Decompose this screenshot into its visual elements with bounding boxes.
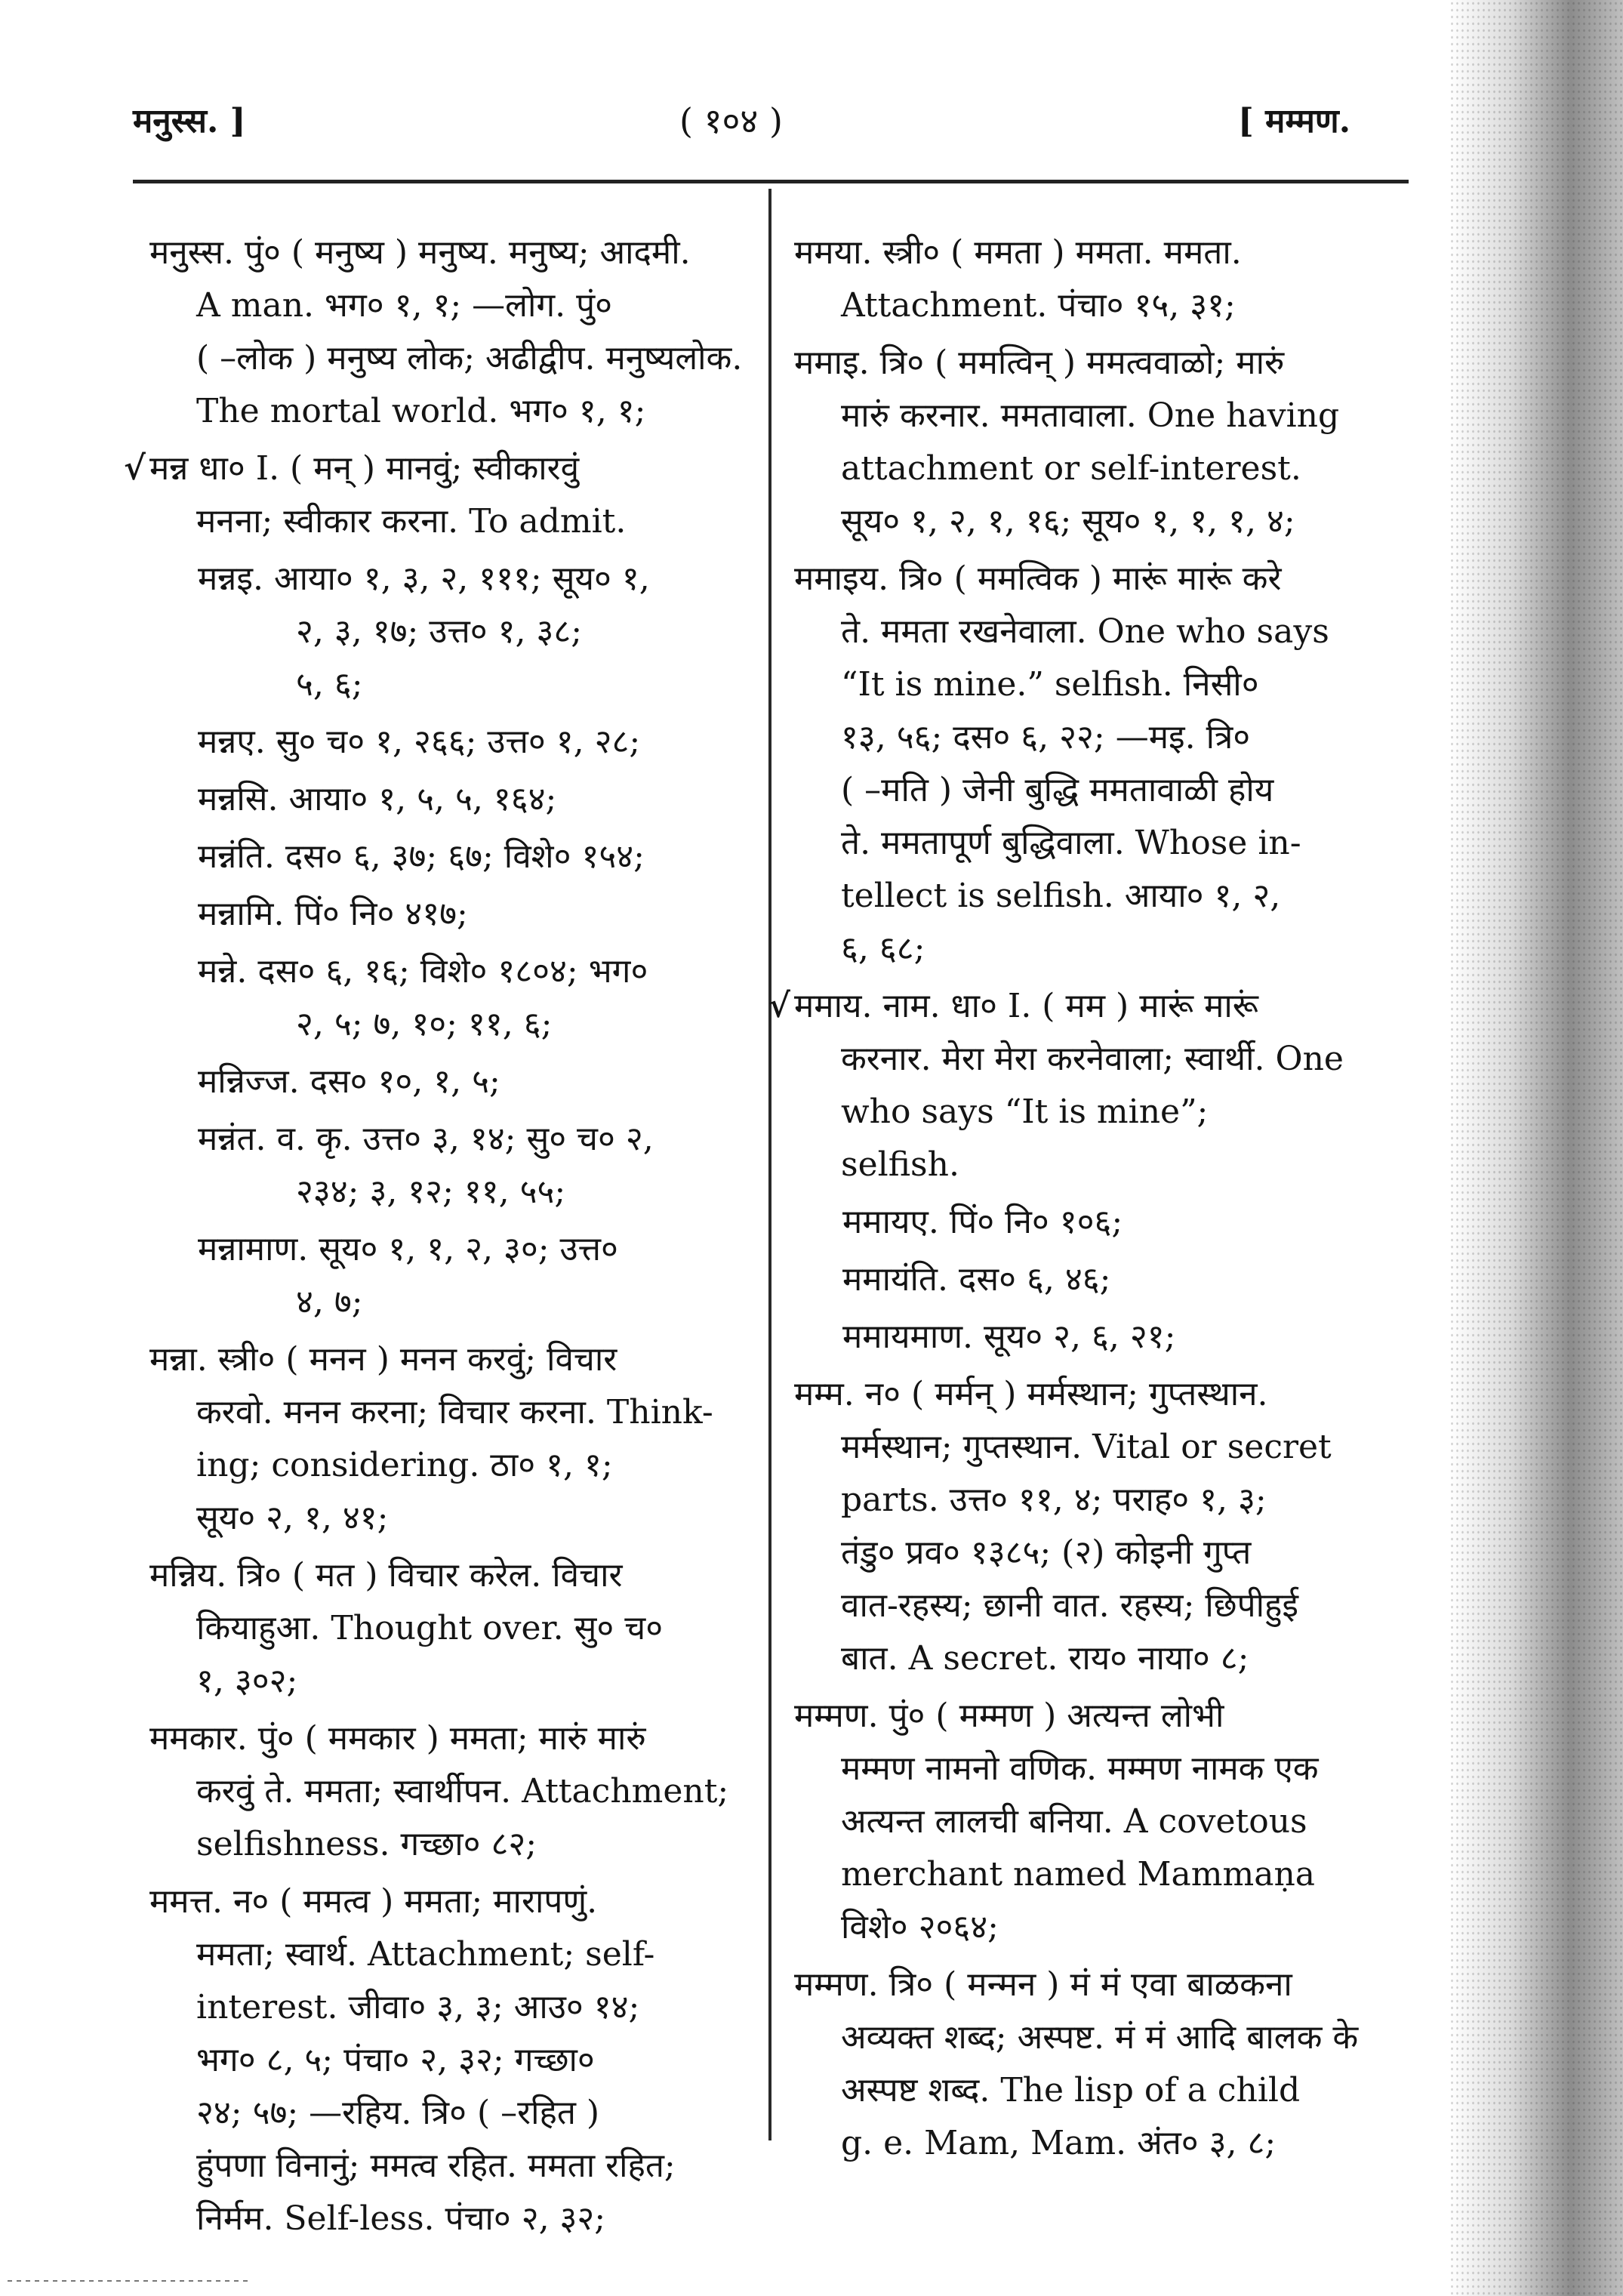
entry-headline: मम्मण. पुं० ( मम्मण ) अत्यन्त लोभी <box>794 1697 1224 1735</box>
entry-line: attachment or self-interest. <box>841 449 1301 488</box>
entry-line: तंडु० प्रव० १३८५; (२) कोइनी गुप्त <box>841 1533 1252 1572</box>
dictionary-entry <box>794 1959 1413 2170</box>
entry-line: ते. ममतापूर्ण बुद्धिवाला. Whose in- <box>841 824 1301 862</box>
page-number: ( १०४ ) <box>679 100 783 141</box>
root-check-mark: √ <box>124 449 146 488</box>
entry-line: विशे० २०६४; <box>841 1908 999 1946</box>
entry-headline: मन्नामि. पिं० नि० ४१७; <box>198 895 468 933</box>
entry-line: २, ३, १७; उत्त० १, ३८; <box>296 612 583 651</box>
dictionary-entry <box>149 888 768 941</box>
entry-headline: ममाइय. त्रि० ( ममत्विक ) मारूं मारूं करे <box>794 559 1282 598</box>
entry-line: करवो. मनन करना; विचार करना. Think- <box>196 1393 713 1432</box>
entry-line: “It is mine.” selfish. निसी० <box>841 665 1259 704</box>
dictionary-entry <box>149 1712 768 1871</box>
entry-line: अव्यक्त शब्द; अस्पष्ट. मं मं आदि बालक के <box>841 2018 1359 2057</box>
entry-line: १३, ५६; दस० ६, २२; —मइ. त्रि० <box>841 718 1251 757</box>
dictionary-entry <box>149 716 768 769</box>
dictionary-entry <box>768 980 1413 1191</box>
left-column <box>124 227 768 2250</box>
entry-line: ६, ६८; <box>841 929 925 968</box>
entry-line: भग० ८, ५; पंचा० २, ३२; गच्छा० <box>196 2041 595 2079</box>
entry-headline: मन्निज्ज. दस० १०, १, ५; <box>198 1062 500 1101</box>
column-divider <box>768 189 771 2140</box>
entry-line: कियाहुआ. Thought over. सु० च० <box>196 1609 664 1647</box>
dictionary-entry <box>149 1056 768 1108</box>
entry-headline: ममायमाण. सूय० २, ६, २१; <box>842 1318 1176 1356</box>
entry-line: हुंपणा विनानुं; ममत्व रहित. ममता रहित; <box>196 2147 676 2185</box>
entry-line: वात-रहस्य; छानी वात. रहस्य; छिपीहुई <box>841 1586 1298 1625</box>
entry-line: २, ५; ७, १०; ११, ६; <box>296 1005 553 1043</box>
dictionary-entry <box>149 227 768 438</box>
entry-line: ममता; स्वार्थ. Attachment; self- <box>196 1935 655 1974</box>
entry-line: करवुं ते. ममता; स्वार्थीपन. Attachment; <box>196 1772 729 1811</box>
dictionary-entry <box>794 1253 1413 1306</box>
dictionary-entry <box>794 1311 1413 1364</box>
entry-headline: मन्ने. दस० ६, १६; विशे० १८०४; भग० <box>198 952 648 991</box>
dictionary-entry <box>149 945 768 1051</box>
entry-headline: मन्निय. त्रि० ( मत ) विचार करेल. विचार <box>149 1556 623 1595</box>
dictionary-entry <box>149 1223 768 1329</box>
entry-line: ते. ममता रखनेवाला. One who says <box>841 612 1329 651</box>
entry-line: मारुं करनार. ममतावाला. One having <box>841 396 1340 435</box>
dictionary-entry <box>149 1333 768 1545</box>
dictionary-entry <box>149 773 768 826</box>
entry-line: tellect is selfish. आया० १, २, <box>841 877 1281 915</box>
entry-headline: मन्नामाण. सूय० १, १, २, ३०; उत्त० <box>198 1230 618 1268</box>
entry-line: who says “It is mine”; <box>841 1093 1209 1131</box>
entry-line: सूय० २, १, ४१; <box>196 1499 389 1537</box>
dictionary-entry <box>794 337 1413 548</box>
dictionary-entry <box>149 553 768 711</box>
header-rule <box>133 180 1409 183</box>
entry-line: १, ३०२; <box>196 1662 298 1700</box>
entry-headline: मम्मण. त्रि० ( मन्मन ) मं मं एवा बाळकना <box>794 1965 1292 2004</box>
entry-headline: मन्नइ. आया० १, ३, २, १११; सूय० १, <box>198 559 650 598</box>
root-check-mark: √ <box>768 987 790 1025</box>
entry-line: ing; considering. ठा० १, १; <box>196 1446 613 1484</box>
entry-headline: मन्नए. सु० च० १, २६६; उत्त० १, २८; <box>198 723 641 761</box>
entry-line: ( –लोक ) मनुष्य लोक; अढीद्वीप. मनुष्यलोक. <box>196 339 743 378</box>
scan-edge-speckle <box>1449 0 1623 2296</box>
entry-line: सूय० १, २, १, १६; सूय० १, १, १, ४; <box>841 502 1295 541</box>
entry-headline: मन्ना. स्त्री० ( मनन ) मनन करवुं; विचार <box>149 1340 617 1379</box>
entry-headline: ममकार. पुं० ( ममकार ) ममता; मारुं मारुं <box>149 1719 646 1758</box>
header-right-guideword: [ मम्मण. <box>1238 102 1351 140</box>
dictionary-entry <box>149 1549 768 1708</box>
entry-headline: ममाय. नाम. धा० I. ( मम ) मारूं मारूं <box>794 987 1258 1025</box>
entry-headline: मन्नंत. व. कृ. उत्त० ३, १४; सु० च० २, <box>198 1120 654 1158</box>
entry-line: g. e. Mam, Mam. अंत० ३, ८; <box>841 2124 1277 2162</box>
entry-headline: ममायए. पिं० नि० १०६; <box>842 1203 1123 1241</box>
bottom-dotted-line <box>8 2280 249 2282</box>
entry-line: २४; ५७; —रहिय. त्रि० ( –रहित ) <box>196 2094 600 2132</box>
entry-line: मनना; स्वीकार करना. To admit. <box>196 502 627 541</box>
entry-line: ४, ७; <box>296 1283 363 1321</box>
right-column <box>768 227 1413 2174</box>
dictionary-entry <box>794 1368 1413 1685</box>
dictionary-entry <box>124 442 768 548</box>
dictionary-entry <box>794 227 1413 332</box>
entry-line: The mortal world. भग० १, १; <box>196 392 646 430</box>
entry-line: मम्मण नामनो वणिक. मम्मण नामक एक <box>841 1749 1319 1788</box>
entry-line: निर्मम. Self-less. पंचा० २, ३२; <box>196 2199 606 2238</box>
entry-line: करनार. मेरा मेरा करनेवाला; स्वार्थी. One <box>841 1040 1344 1078</box>
entry-line: मर्मस्थान; गुप्तस्थान. Vital or secret <box>841 1428 1332 1466</box>
dictionary-entry <box>794 553 1413 975</box>
dictionary-entry <box>794 1196 1413 1249</box>
entry-line: अस्पष्ट शब्द. The lisp of a child <box>841 2071 1301 2110</box>
dictionary-entry <box>149 1875 768 2245</box>
entry-line: selfish. <box>841 1145 959 1184</box>
entry-line: parts. उत्त० ११, ४; पराह० १, ३; <box>841 1481 1267 1519</box>
header-left-guideword: मनुस्स. ] <box>133 102 246 140</box>
entry-line: Attachment. पंचा० १५, ३१; <box>841 286 1236 325</box>
entry-line: ५, ६; <box>296 665 363 704</box>
entry-line: अत्यन्त लालची बनिया. A covetous <box>841 1802 1307 1841</box>
entry-line: ( –मति ) जेनी बुद्धि ममतावाळी होय <box>841 771 1274 809</box>
dictionary-entry <box>149 1113 768 1219</box>
dictionary-entry <box>149 831 768 883</box>
entry-line: interest. जीवा० ३, ३; आउ० १४; <box>196 1988 640 2026</box>
entry-headline: मन्न धा० I. ( मन् ) मानवुं; स्वीकारवुं <box>149 449 580 488</box>
entry-line: A man. भग० १, १; —लोग. पुं० <box>196 286 612 325</box>
entry-headline: मनुस्स. पुं० ( मनुष्य ) मनुष्य. मनुष्य; आदमी. <box>149 233 691 272</box>
entry-headline: मन्नसि. आया० १, ५, ५, १६४; <box>198 780 557 818</box>
entry-line: merchant named Mammaṇa <box>841 1855 1316 1894</box>
entry-headline: ममाइ. त्रि० ( ममत्विन् ) ममत्ववाळो; मारुं <box>794 344 1285 382</box>
entry-headline: मन्नंति. दस० ६, ३७; ६७; विशे० १५४; <box>198 837 645 876</box>
dictionary-entry <box>794 1690 1413 1954</box>
entry-headline: ममायंति. दस० ६, ४६; <box>842 1260 1111 1299</box>
entry-line: selfishness. गच्छा० ८२; <box>196 1825 537 1863</box>
entry-headline: ममया. स्त्री० ( ममता ) ममता. ममता. <box>794 233 1242 272</box>
entry-headline: ममत्त. न० ( ममत्व ) ममता; मारापणुं. <box>149 1882 598 1921</box>
entry-line: बात. A secret. राय० नाया० ८; <box>841 1639 1249 1678</box>
entry-line: २३४; ३, १२; ११, ५५; <box>296 1173 566 1211</box>
entry-headline: मम्म. न० ( मर्मन् ) मर्मस्थान; गुप्तस्थान. <box>794 1375 1268 1413</box>
